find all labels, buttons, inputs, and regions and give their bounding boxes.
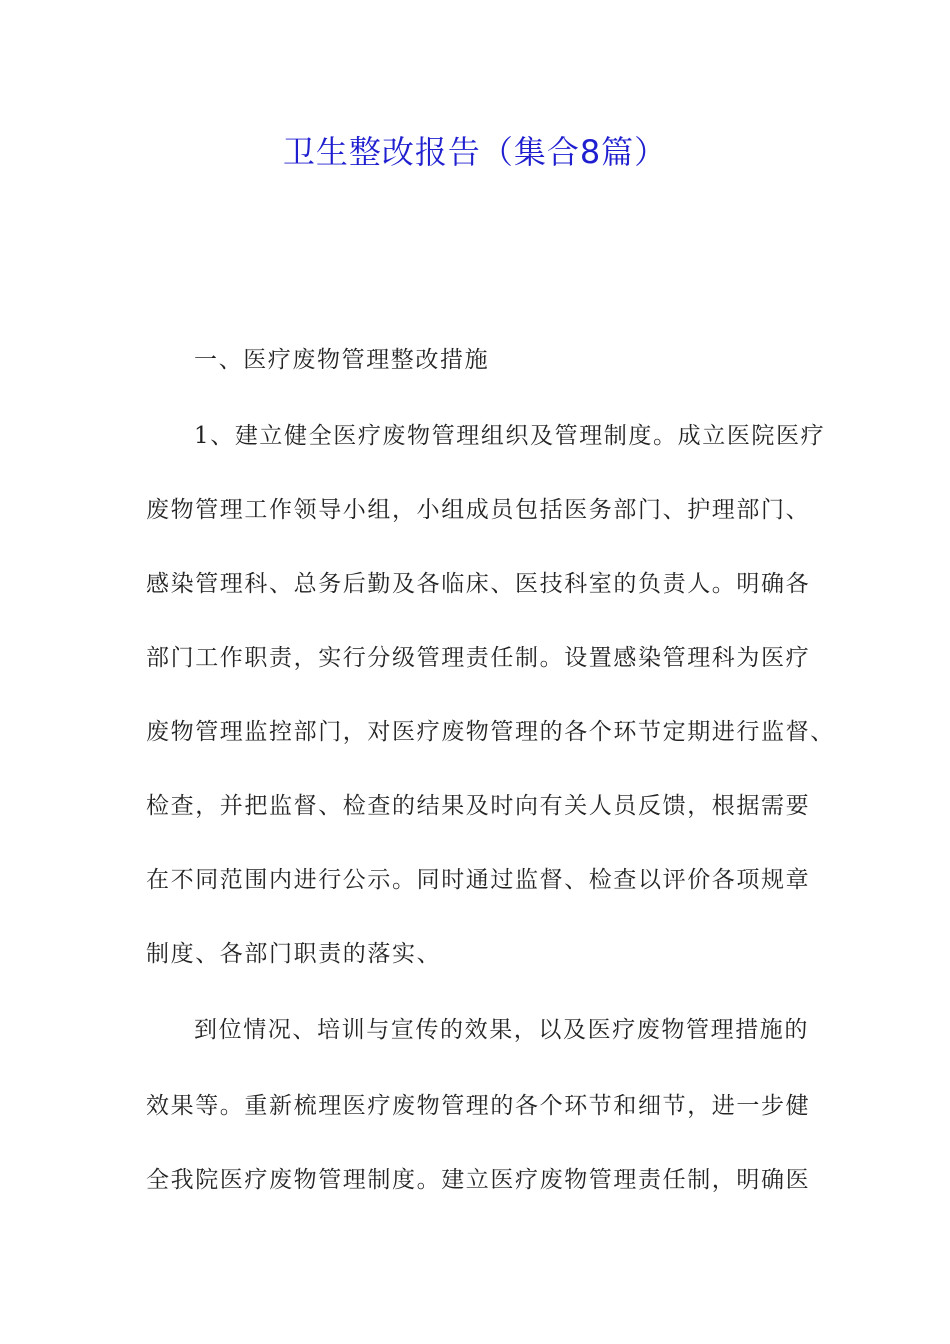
paragraph-line: 效果等。重新梳理医疗废物管理的各个环节和细节，进一步健 xyxy=(146,1093,811,1119)
paragraph-line: 1、建立健全医疗废物管理组织及管理制度。成立医院医疗 xyxy=(194,423,826,449)
paragraph-line: 检查，并把监督、检查的结果及时向有关人员反馈，根据需要 xyxy=(146,793,811,819)
paragraph-line: 感染管理科、总务后勤及各临床、医技科室的负责人。明确各 xyxy=(146,571,811,597)
paragraph-line: 全我院医疗废物管理制度。建立医疗废物管理责任制，明确医 xyxy=(146,1167,811,1193)
paragraph-line: 到位情况、培训与宣传的效果，以及医疗废物管理措施的 xyxy=(194,1017,809,1043)
paragraph-line: 废物管理监控部门，对医疗废物管理的各个环节定期进行监督、 xyxy=(146,719,835,745)
paragraph-line: 废物管理工作领导小组，小组成员包括医务部门、护理部门、 xyxy=(146,497,811,523)
document-title: 卫生整改报告（集合8篇） xyxy=(282,133,668,171)
section-heading: 一、医疗废物管理整改措施 xyxy=(194,347,490,373)
paragraph-line: 制度、各部门职责的落实、 xyxy=(146,941,442,967)
paragraph-line: 部门工作职责，实行分级管理责任制。设置感染管理科为医疗 xyxy=(146,645,811,671)
paragraph-line: 在不同范围内进行公示。同时通过监督、检查以评价各项规章 xyxy=(146,867,811,893)
